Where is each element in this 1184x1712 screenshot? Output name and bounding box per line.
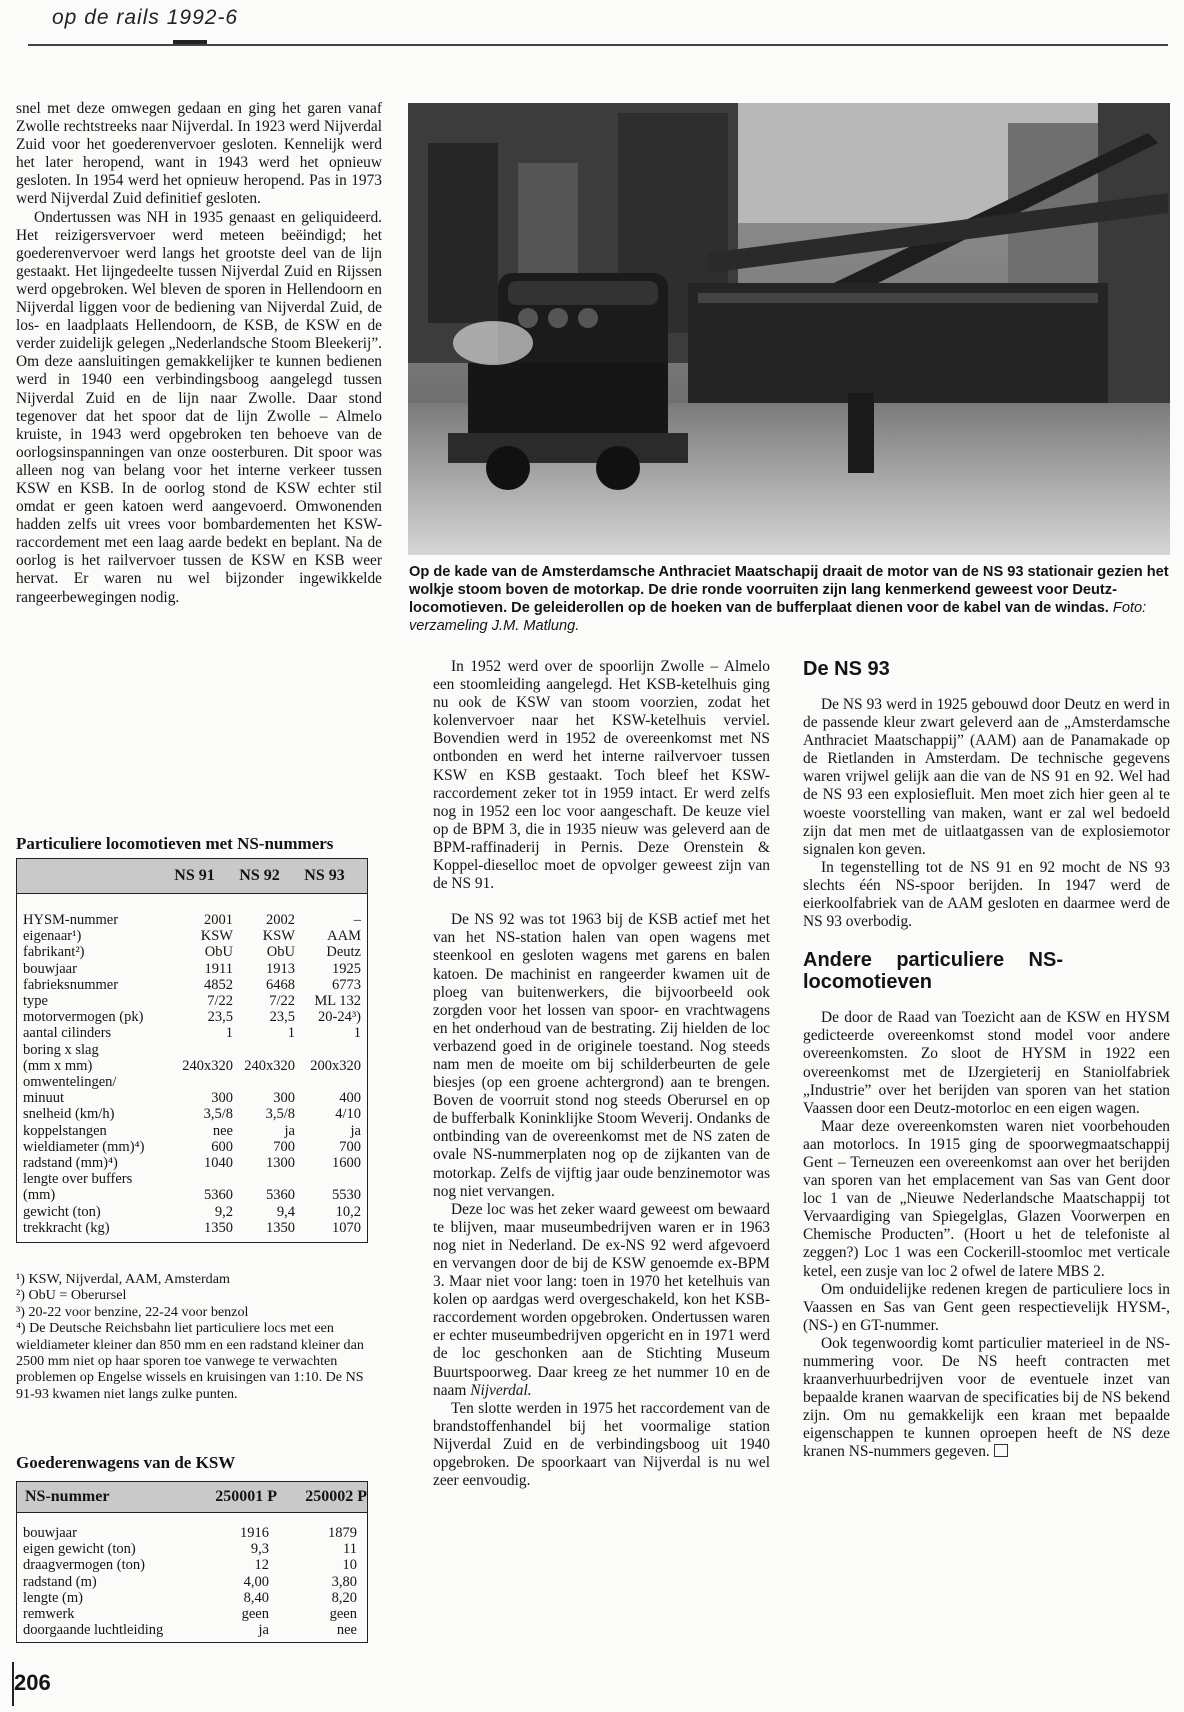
table-row (23, 1220, 361, 1236)
table1-body (23, 912, 361, 1236)
table-row (23, 1090, 361, 1106)
row-label: fabrikant²) (23, 944, 85, 961)
table-cell (233, 1074, 295, 1090)
paragraph: De NS 93 werd in 1925 gebouwd door Deutz en werd in de passende kleur zwart geleverd aan de „Amsterdamsche Anthraciet Maatschappij” (AAM) aan de Panamakade op de Rietlanden in Amsterdam. De technische gegevens waren vrijwel gelijk aan die van de NS 91 en 92. Wel had de NS 93 een explosiefluit. Men moet zich hier geen al te woeste voorstelling van maken, want er zal wel bedoeld zijn dat men met de uitlaatgassen van de explosiemotor signalen kon geven. (803, 696, 1170, 858)
table-cell: 23,5 (207, 1009, 233, 1026)
table-cell: 300 (273, 1090, 295, 1107)
table-cell: 8,20 (331, 1589, 357, 1606)
table-row (23, 1074, 361, 1090)
table-cell: ObU (204, 944, 233, 961)
table-cell: 1040 (204, 1155, 233, 1172)
table2-header-cell: NS-nummer (25, 1488, 110, 1505)
table-cell: KSW (262, 928, 295, 945)
table-row (23, 1204, 361, 1220)
table1-header-row (17, 859, 367, 894)
row-label: (mm) (23, 1187, 56, 1204)
table-cell: 1925 (332, 960, 361, 977)
end-mark-icon (994, 1444, 1008, 1457)
footnote: ³) 20-22 voor benzine, 22-24 voor benzol (16, 1303, 249, 1320)
table-cell: 12 (254, 1557, 269, 1574)
table-row (23, 1058, 361, 1074)
table-cell: geen (329, 1606, 357, 1623)
footnotes (16, 1271, 382, 1402)
table-cell (295, 1042, 361, 1058)
table1-header-cell: NS 93 (304, 867, 345, 884)
table-cell: 5360 (204, 1187, 233, 1204)
section-title: De NS 93 (803, 658, 890, 680)
running-header (28, 6, 1168, 46)
table2-header-cell: 250002 P (305, 1488, 367, 1505)
caption-text: Op de kade van de Amsterdamsche Anthraciet Maatschapij draait de motor van de NS 93 stationair gezien het wolkje stoom boven de motorkap. De drie ronde voorruiten zijn lang kenmerkend geweest voor Deutz-locomotieven. De geleiderollen op de hoeken van de bufferplaat dienen voor de kabel van de windas. (409, 564, 1169, 616)
table-cell: ja (284, 1122, 295, 1139)
table-cell: 4/10 (335, 1106, 361, 1123)
table-cell (173, 1171, 233, 1187)
row-label: lengte (m) (23, 1589, 83, 1606)
paragraph: Ten slotte werden in 1975 het raccordement van de brandstoffenhandel bij het voormalige station Nijverdal Zuid en de verbindingsboog uit 1940 opgebroken. De spoorkaart van Nijverdal is nu wel zeer eenvoudig. (433, 1399, 770, 1490)
table-cell: 10 (342, 1557, 357, 1574)
table-cell: 1350 (266, 1219, 295, 1236)
paragraph-text: Deze loc was het zeker waard geweest om bewaard te blijven, maar museumbedrijven waren er in 1963 nog niet in Nederland. De ex-NS 92 werd afgevoerd en vervangen door de bij de KSW genoemde ex-BPM 3. Maar niet voor lang: toen in 1970 het ketelhuis van kolen op aardgas werd overgeschakeld, kon het KSB-raccordement worden opgebroken. Ondertussen waren er echter museumbedrijven opgericht en in 1971 werd de loc geschonken aan de Stichting Museum Buurtspoorweg. Daar kreeg ze het nummer 10 en de naam (433, 1200, 770, 1399)
table-cell: 700 (273, 1138, 295, 1155)
table-cell: 400 (339, 1090, 361, 1107)
row-label: eigenaar¹) (23, 928, 82, 945)
table-cell: 3,5/8 (203, 1106, 233, 1123)
table-cell: 1600 (332, 1155, 361, 1172)
table2-header-row (17, 1482, 367, 1513)
photo-credit: Foto: verzameling J.M. Matlung. (409, 600, 1147, 634)
row-label: aantal cilinders (23, 1025, 112, 1042)
table-cell: 2001 (204, 912, 233, 928)
row-label: radstand (m) (23, 1573, 97, 1590)
table-cell: 1 (287, 1025, 295, 1042)
table-cell: 1911 (204, 960, 233, 977)
row-label: motorvermogen (pk) (23, 1009, 144, 1026)
row-label: HYSM-nummer (23, 912, 119, 928)
table-row (23, 1606, 357, 1622)
table-cell: 4,00 (243, 1573, 269, 1590)
table-row (23, 961, 361, 977)
table-row (23, 1025, 361, 1041)
table-cell: 23,5 (269, 1009, 295, 1026)
row-label: doorgaande luchtleiding (23, 1622, 164, 1639)
table-cell: nee (336, 1622, 357, 1639)
column-2 (433, 658, 770, 1490)
table-cell: 1879 (328, 1525, 357, 1541)
table-cell: 1300 (266, 1155, 295, 1172)
row-label: lengte over buffers (23, 1171, 133, 1188)
table-cell: 1070 (332, 1219, 361, 1236)
footnote: ²) ObU = Oberursel (16, 1287, 127, 1304)
wagons-table (16, 1481, 368, 1643)
column-1 (16, 100, 382, 607)
table-row (23, 1042, 361, 1058)
table2-header-cell: 250001 P (215, 1488, 277, 1505)
paragraph-text: Ook tegenwoordig komt particulier materieel in de NS-nummering voor. De NS heeft contracten met kraanverhuurbedrijven voor de eventuele inzet van bepaalde kranen waarvan de specificaties bij de NS bekend zijn. Om nu gemakkelijk een kraan met bepaalde eigenschappen te kunnen oproepen heeft de NS deze kranen NS-nummers gegeven. (803, 1334, 1170, 1461)
table-row (23, 1009, 361, 1025)
table-row (23, 1574, 357, 1590)
table-cell: ML 132 (314, 993, 361, 1010)
table-cell: 3,5/8 (265, 1106, 295, 1123)
table-cell (295, 1171, 361, 1187)
table-row (23, 1187, 361, 1203)
table-cell (173, 1074, 233, 1090)
section-title: Andere particuliere NS-locomotieven (803, 949, 1063, 994)
table-cell: 1 (225, 1025, 233, 1042)
table-cell: 9,4 (276, 1203, 295, 1220)
row-label: remwerk (23, 1606, 75, 1623)
row-label: trekkracht (kg) (23, 1219, 110, 1236)
row-label: minuut (23, 1090, 65, 1107)
table-cell: 4852 (204, 976, 233, 993)
magazine-header-text: op de rails 1992-6 (52, 6, 239, 29)
table-cell: Deutz (326, 944, 361, 961)
table-cell (295, 1074, 361, 1090)
row-label: koppelstangen (23, 1122, 107, 1139)
table-cell: 240x320 (244, 1057, 295, 1074)
table-cell: 200x320 (310, 1057, 361, 1074)
photo-illustration (408, 103, 1170, 555)
locomotive-photo (408, 103, 1170, 555)
table-row (23, 1557, 357, 1573)
paragraph: In tegenstelling tot de NS 91 en 92 mocht de NS 93 slechts één NS-spoor berijden. In 1947 werd de eierkoolfabriek van de AAM gesloten en daarmee werd de NS 93 overbodig. (803, 858, 1170, 931)
table-cell: 3,80 (331, 1573, 357, 1590)
table-cell: 10,2 (335, 1203, 361, 1220)
row-label: bouwjaar (23, 1525, 77, 1541)
table-cell: KSW (200, 928, 233, 945)
table-cell: AAM (327, 928, 361, 945)
table-cell: nee (212, 1122, 233, 1139)
table-cell: 9,3 (250, 1541, 269, 1558)
table-cell: 240x320 (182, 1057, 233, 1074)
paragraph: Maar deze overeenkomsten waren niet voorbehouden aan motorlocs. In 1915 ging de spoorwegmaatschappij Gent – Terneuzen een overeenkomst aan over het berijden van sporen van het emplacement van Sas van Gent door loc 1 van de „Nieuwe Nederlandsche Maatschappij tot Vervaardiging van Spiegelglas, Glazen Voorwerpen en Chemische Producten”. (Hoort u het de telefoniste al zeggen?) Loc 1 was een Cockerill-stoomloc met verticale ketel, een zusje van loc 2 ofwel de latere MBS 2. (803, 1117, 1170, 1280)
table-row (23, 944, 361, 960)
table-row (23, 1139, 361, 1155)
row-label: wieldiameter (mm)⁴) (23, 1138, 145, 1155)
paragraph: Ondertussen was NH in 1935 genaast en geliquideerd. Het reizigersvervoer werd meteen beëindigd; het goederenvervoer werd langs het grootste deel van de lijn gestaakt. Het lijngedeelte tussen Nijverdal Zuid en Rijssen werd opgebroken. Wel bleven de sporen in Hellendoorn en Nijverdal liggen voor de bediening van Nijverdal Zuid, de los- en laadplaats Hellendoorn, de KSB, de KSW en de verder zuidelijk gelegen „Nederlandsche Stoom Bleekerij”. Om deze aansluitingen gemakkelijker te kunnen bedienen werd in 1940 een verbindingsboog aangelegd tussen Nijverdal Zuid en de lijn naar Zwolle. Daar stond tegenover dat het spoor dat de lijn Zwolle – Almelo kruiste, in 1943 werd opgebroken ten behoeve van de oorlogsinspanningen van onze oosterburen. Dit spoor was alleen nog van belang voor het interne verkeer tussen KSW en KSB. In de oorlog stond de KSW echter stil omdat er geen katoen werd aangevoerd. Omwonenden hadden zelfs uit vrees voor bombardementen het KSW-raccordement met een laag aarde bedekt en beplant. Na de oorlog is het railvervoer tussen de KSW en KSB weer hervat. Er waren nu wel bijzonder ingewikkelde rangeerbewegingen nodig. (16, 208, 382, 606)
table2-body (23, 1525, 357, 1638)
header-rule (28, 44, 1168, 46)
table-row (23, 993, 361, 1009)
row-label: (mm x mm) (23, 1057, 93, 1074)
table-cell: 2002 (266, 912, 295, 928)
table1-header-cell: NS 91 (174, 867, 215, 884)
table-row (23, 1622, 357, 1638)
footnote: ¹) KSW, Nijverdal, AAM, Amsterdam (16, 1271, 230, 1287)
row-label: bouwjaar (23, 960, 77, 977)
table-cell: ObU (266, 944, 295, 961)
row-label: eigen gewicht (ton) (23, 1541, 136, 1558)
table1-header-cell: NS 92 (239, 867, 280, 884)
table-row (23, 1123, 361, 1139)
table-cell: 1913 (266, 960, 295, 977)
row-label: fabrieksnummer (23, 976, 119, 993)
table-cell (233, 1171, 295, 1187)
table-row (23, 1106, 361, 1122)
table-row (23, 928, 361, 944)
table-cell (173, 1042, 233, 1058)
table-cell: ja (350, 1122, 361, 1139)
table-cell: 20-24³) (317, 1009, 361, 1026)
row-label: radstand (mm)⁴) (23, 1155, 118, 1172)
row-label: gewicht (ton) (23, 1203, 101, 1220)
paragraph: In 1952 werd over de spoorlijn Zwolle – Almelo een stoomleiding aangelegd. Het KSB-ketelhuis ging nu ook de KSW van stoom voorzien, zodat het kolenvervoer naar het KSW-ketelhuis verviel. Bovendien werd in 1952 de overeenkomst met NS ontbonden en werd het interne railvervoer tussen KSW en KSB gestaakt. Toch bleef het KSW-raccordement zeker tot in 1959 intact. Er werd zelfs nog in 1952 een loc voor aangeschaft. De keuze viel op de BPM 3, die in 1935 nieuw was geleverd aan de BPM-raffinaderij in Pernis. Deze Orenstein & Koppel-dieselloc moet de opvolger geweest zijn van de NS 91. (433, 658, 770, 893)
table-cell: 7/22 (269, 993, 295, 1010)
footnote: ⁴) De Deutsche Reichsbahn liet particuliere locs met een wieldiameter kleiner dan 850 mm en een radstand kleiner dan 2500 mm niet op haar sporen toe vanwege te verwachten problemen op Engelse wissels en kruisingen van 1:10. De NS 91-93 kwamen niet langs zulke punten. (16, 1320, 364, 1402)
table-row (23, 1525, 357, 1541)
table-cell: 1 (353, 1025, 361, 1042)
paragraph (803, 1335, 1170, 1462)
table-row (23, 1590, 357, 1606)
paragraph: De door de Raad van Toezicht aan de KSW en HYSM gedicteerde overeenkomst stond model voor andere overeenkomsten. Zo sloot de HYSM in 1922 een overeenkomst met de IJzergieterij en Staniolfabriek „Industrie” over het berijden van sporen van het station Vaassen door een Deutz-motorloc en een eigen wagen. (803, 1009, 1170, 1117)
table-cell: 6773 (332, 976, 361, 993)
table-cell: 1916 (240, 1525, 269, 1541)
table-row (23, 977, 361, 993)
table-cell: – (353, 912, 361, 928)
table-cell: 5360 (266, 1187, 295, 1204)
page-number: 206 (14, 1670, 51, 1695)
table2-title: Goederenwagens van de KSW (16, 1453, 236, 1472)
paragraph: De NS 92 was tot 1963 bij de KSB actief met het van het NS-station halen van open wagens met steenkool en gesloten wagens met garens en balen katoen. De machinist en rangeerder kwamen uit de ploeg van buitenwerkers, die bijvoorbeeld ook zorgden voor het lossen van spoor- en vrachtwagens en het onderhoud van de bestrating. Zij hielden de loc verbazend goed in de originele toestand. Nog steeds nam men de moeite om bij schilderbeurten de gele biesjes (op een groene achtergrond) aan te brengen. Boven de voorruit stond nog steeds Oberursel en op de bufferbalk Koninklijke Stoom Weverij. Ondanks de ontbinding van de overeenkomst met de NS zaten de ovale NS-nummerplaten nog op de zijkanten van de motorkap. Zelfs de vijftig jaar oude benzinemotor was nog niet vervangen. (433, 911, 770, 1200)
table-cell: 1350 (204, 1219, 233, 1236)
paragraph: snel met deze omwegen gedaan en ging het garen vanaf Zwolle rechtstreeks naar Nijverdal. In 1923 werd Nijverdal Zuid voor het goederenvervoer gesloten. Kennelijk werd het later heropend, want in 1943 werd het opnieuw gesloten. In 1954 werd het opnieuw heropend. Pas in 1973 werd Nijverdal Zuid definitief gesloten. (16, 100, 382, 208)
paragraph: Om onduidelijke redenen kregen de particuliere locs in Vaassen en Sas van Gent geen respectievelijk HYSM-, (NS-) en GT-nummer. (803, 1280, 1170, 1334)
paragraph (433, 1201, 770, 1400)
table-cell: 600 (211, 1138, 233, 1155)
table-cell: 11 (343, 1541, 357, 1558)
table-cell: 8,40 (243, 1589, 269, 1606)
table-cell: 300 (211, 1090, 233, 1107)
table-row (23, 1155, 361, 1171)
table-row (23, 1541, 357, 1557)
table-cell: 6468 (266, 976, 295, 993)
locomotive-table (16, 858, 368, 1243)
table-cell: geen (241, 1606, 269, 1623)
row-label: omwentelingen/ (23, 1074, 117, 1091)
table-cell: 7/22 (207, 993, 233, 1010)
photo-caption (409, 563, 1171, 635)
table-cell (233, 1042, 295, 1058)
row-label: draagvermogen (ton) (23, 1557, 145, 1574)
table1-title: Particuliere locomotieven met NS-nummers (16, 834, 334, 853)
loc-name: Nijverdal. (470, 1381, 532, 1399)
table-cell: 700 (339, 1138, 361, 1155)
row-label: type (23, 993, 48, 1010)
table-cell: ja (258, 1622, 269, 1639)
table-row (23, 912, 361, 928)
table-row (23, 1171, 361, 1187)
row-label: snelheid (km/h) (23, 1106, 115, 1123)
table-cell: 5530 (332, 1187, 361, 1204)
column-3 (803, 658, 1170, 1462)
table-cell: 9,2 (214, 1203, 233, 1220)
row-label: boring x slag (23, 1041, 99, 1058)
rail-icon (173, 16, 207, 44)
